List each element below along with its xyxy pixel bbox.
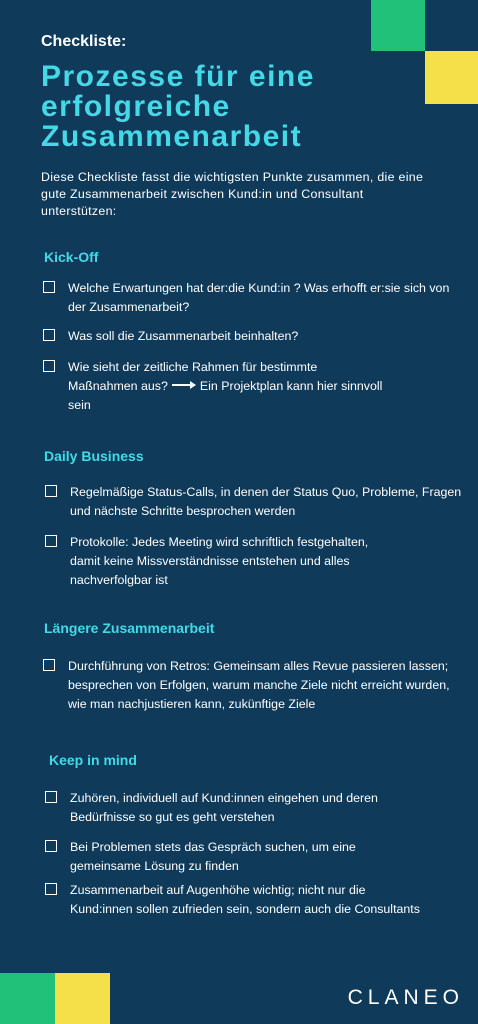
checkbox-icon[interactable] — [45, 883, 57, 895]
checkbox-icon[interactable] — [43, 360, 55, 372]
checklist-item-text-part1: Wie sieht der zeitliche Rahmen für bestimmte Maßnahmen aus? — [68, 360, 318, 393]
section-title-keep-in-mind: Keep in mind — [49, 752, 137, 768]
page-title: Prozesse für eine erfolgreiche Zusammenarbeit — [41, 60, 315, 153]
checklist-item-text: Bei Problemen stets das Gespräch suchen, um eine gemeinsame Lösung zu finden — [70, 840, 356, 873]
checklist-item-text: Welche Erwartungen hat der:die Kund:in ? Was erhofft er:sie sich von der Zusammenarbeit? — [68, 281, 450, 314]
checkbox-icon[interactable] — [43, 329, 55, 341]
checklist-item-text: Regelmäßige Status-Calls, in denen der Status Quo, Probleme, Fragen und nächste Schritte besprochen werden — [70, 485, 462, 518]
checklist-item[interactable] — [43, 327, 453, 346]
checklist-item-text: Was soll die Zusammenarbeit beinhalten? — [68, 329, 299, 343]
checklist-item-text: Zuhören, individuell auf Kund:innen eingehen und deren Bedürfnisse so gut es geht verstehen — [70, 791, 378, 824]
arrow-right-icon — [171, 377, 197, 396]
checklist-item-text: Zusammenarbeit auf Augenhöhe wichtig; nicht nur die Kund:innen sollen zufrieden sein, sondern auch die Consultants — [70, 883, 420, 916]
checklist-item[interactable] — [43, 279, 453, 317]
checkbox-icon[interactable] — [43, 659, 55, 671]
checkbox-icon[interactable] — [45, 485, 57, 497]
brand-logo: CLANEO — [347, 986, 464, 1009]
decor-square-yellow-top — [425, 51, 478, 104]
checklist-item-text-part2: Ein Projektplan kann hier sinnvoll sein — [68, 379, 383, 413]
checklist-item[interactable] — [45, 483, 465, 521]
section-title-kickoff: Kick-Off — [44, 249, 99, 265]
checklist-item[interactable] — [43, 358, 383, 415]
checklist-item[interactable] — [45, 881, 425, 919]
checklist-item[interactable] — [45, 533, 375, 590]
checklist-item-text — [68, 358, 383, 415]
checkbox-icon[interactable] — [43, 281, 55, 293]
decor-square-green-top — [371, 0, 425, 51]
checklist-item[interactable] — [45, 789, 425, 827]
section-title-longer-cooperation: Längere Zusammenarbeit — [44, 620, 215, 636]
checklist-item-text: Protokolle: Jedes Meeting wird schriftlich festgehalten, damit keine Missverständnisse entstehen und alles nachverfolgbar ist — [70, 535, 369, 587]
checklist-item[interactable] — [45, 838, 425, 876]
decor-square-green-bottom — [0, 973, 55, 1024]
checkbox-icon[interactable] — [45, 840, 57, 852]
kicker: Checkliste: — [41, 33, 127, 50]
intro-text: Diese Checkliste fasst die wichtigsten Punkte zusammen, die eine gute Zusammenarbeit zwischen Kund:in und Consultant unterstützen: — [41, 170, 424, 218]
checklist-item-text: Durchführung von Retros: Gemeinsam alles Revue passieren lassen; besprechen von Erfolgen, warum manche Ziele nicht erreicht wurden, wie man nachjustieren kann, zukünftige Ziele — [68, 659, 450, 711]
decor-square-yellow-bottom — [55, 973, 110, 1024]
checkbox-icon[interactable] — [45, 791, 57, 803]
checkbox-icon[interactable] — [45, 535, 57, 547]
section-title-daily-business: Daily Business — [44, 448, 144, 464]
checklist-item[interactable] — [43, 657, 468, 714]
